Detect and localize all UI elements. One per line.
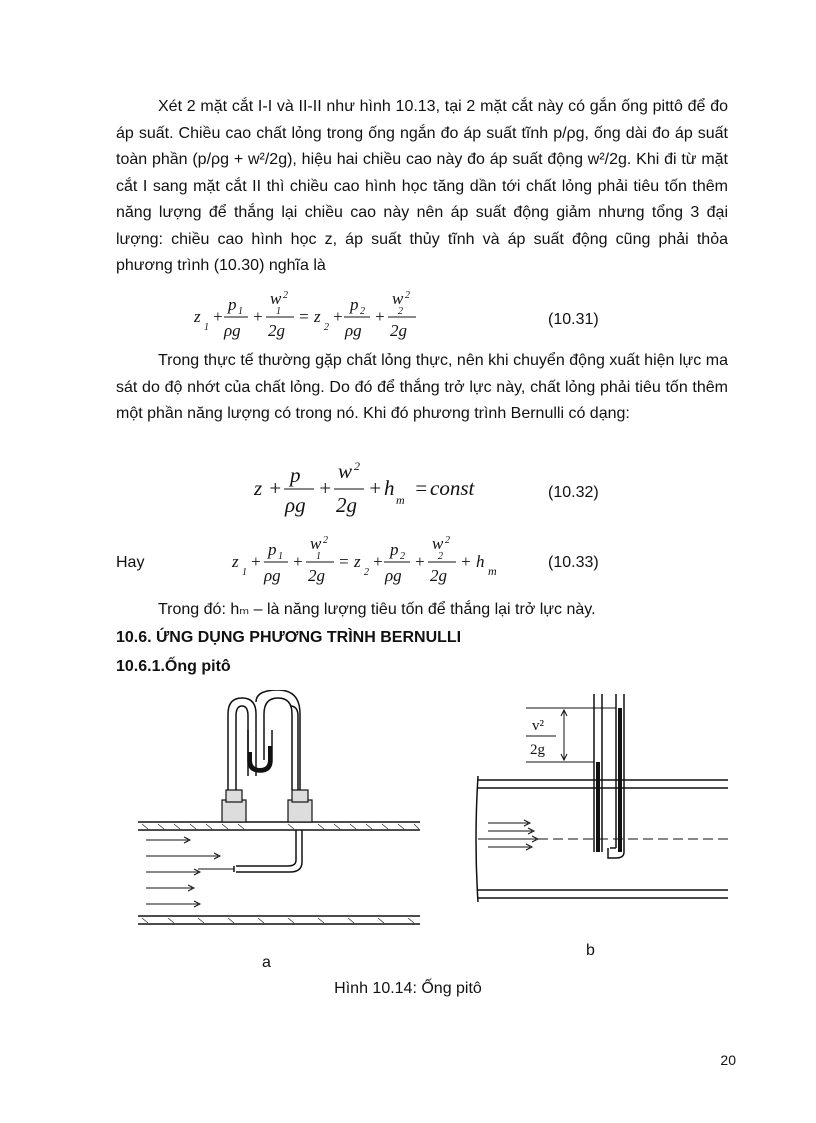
svg-text:1: 1 [316, 551, 321, 562]
svg-text:2: 2 [438, 551, 443, 562]
svg-text:z: z [314, 307, 321, 326]
svg-text:p: p [228, 295, 237, 314]
const-text: const [430, 476, 475, 500]
figure-label-b: b [586, 942, 595, 959]
figure-a-pitot-manometer [138, 690, 420, 942]
svg-text:2: 2 [364, 567, 369, 578]
svg-text:=: = [338, 552, 350, 571]
svg-text:+: + [250, 552, 262, 571]
section-heading: 10.6. ỨNG DỤNG PHƯƠNG TRÌNH BERNULLI [116, 629, 462, 646]
svg-text:=: = [298, 307, 310, 326]
svg-text:2: 2 [398, 306, 403, 317]
svg-text:p: p [268, 540, 277, 559]
figure-caption: Hình 10.14: Ống pitô [334, 980, 482, 997]
svg-text:2: 2 [323, 535, 328, 546]
svg-text:1: 1 [278, 551, 283, 562]
svg-text:ρg: ρg [264, 566, 281, 585]
hay-label: Hay [116, 554, 145, 571]
page-number: 20 [720, 1052, 736, 1068]
svg-text:p: p [350, 295, 359, 314]
svg-text:ρg: ρg [285, 493, 306, 517]
equation-number-10-33: (10.33) [548, 554, 599, 571]
svg-text:2g: 2g [430, 566, 447, 585]
svg-text:=: = [414, 476, 429, 500]
svg-text:2g: 2g [336, 493, 357, 517]
svg-text:2: 2 [400, 551, 405, 562]
paragraph-1: Xét 2 mặt cắt I-I và II-II như hình 10.13, tại 2 mặt cắt này có gắn ống pittô để đo áp suất. Chiều cao chất lỏng trong ống ngắn đo áp suất tĩnh p/ρg, ống dài đo áp suất toàn phần (p/ρg + w²/2g), hiệu hai chiều cao này đo áp suất động w²/2g. Khi đi từ mặt cắt I sang mặt cắt II thì chiều cao hình học tăng dần tới chất lỏng phải tiêu tốn thêm năng lượng để thắng lại chiều cao này nên áp suất động giảm nhưng tổng 3 đại lượng: chiều cao hình học z, áp suất thủy tĩnh và áp suất động cũng phải thỏa phương trình (10.30) nghĩa là [116, 98, 728, 274]
svg-text:2: 2 [354, 460, 360, 473]
svg-text:+: + [268, 476, 283, 500]
svg-text:2: 2 [324, 322, 329, 333]
svg-text:w: w [338, 460, 353, 483]
equation-number-10-32: (10.32) [548, 484, 599, 501]
svg-text:+: + [374, 307, 386, 326]
svg-text:2: 2 [360, 306, 365, 317]
svg-text:2g: 2g [268, 321, 285, 340]
figure-b-pitot-tube [470, 690, 732, 912]
2g-label: 2g [530, 742, 545, 758]
svg-text:z: z [354, 552, 361, 571]
figure-label-a: a [262, 954, 271, 971]
svg-text:+: + [414, 552, 426, 571]
svg-text:ρg: ρg [224, 321, 241, 340]
svg-text:+: + [212, 307, 224, 326]
equation-10-33 [228, 535, 518, 591]
svg-text:z: z [232, 552, 239, 571]
svg-text:w: w [432, 535, 444, 553]
svg-text:2: 2 [405, 290, 410, 301]
svg-text:2g: 2g [308, 566, 325, 585]
svg-text:+: + [460, 552, 472, 571]
equation-10-31 [190, 290, 440, 346]
svg-text:+: + [318, 476, 333, 500]
svg-text:1: 1 [276, 306, 281, 317]
svg-text:ρg: ρg [345, 321, 362, 340]
svg-text:1: 1 [238, 306, 243, 317]
svg-text:h: h [476, 552, 485, 571]
svg-text:ρg: ρg [385, 566, 402, 585]
subsection-heading: 10.6.1.Ống pitô [116, 658, 231, 675]
svg-text:p: p [390, 540, 399, 559]
svg-text:+: + [252, 307, 264, 326]
svg-text:2: 2 [283, 290, 288, 301]
svg-text:m: m [396, 493, 405, 507]
svg-text:1: 1 [242, 567, 247, 578]
equation-10-32 [250, 460, 490, 520]
svg-text:p: p [290, 463, 301, 487]
svg-text:w: w [270, 290, 282, 308]
paragraph-2: Trong thực tế thường gặp chất lỏng thực, nên khi chuyển động xuất hiện lực ma sát do độ nhớt của chất lỏng. Do đó để thắng trở lực này, chất lỏng phải tiêu tốn thêm một phần năng lượng có trong nó. Khi đó phương trình Bernulli có dạng: [116, 352, 728, 422]
svg-text:+: + [292, 552, 304, 571]
svg-text:w: w [310, 535, 322, 553]
svg-text:+: + [372, 552, 384, 571]
svg-text:+: + [332, 307, 344, 326]
svg-text:1: 1 [204, 322, 209, 333]
svg-text:z: z [254, 476, 263, 500]
svg-text:2g: 2g [390, 321, 407, 340]
svg-text:h: h [384, 476, 395, 500]
svg-text:w: w [392, 290, 404, 308]
svg-text:2: 2 [445, 535, 450, 546]
paragraph-3: Trong đó: hₘ – là năng lượng tiêu tốn để thắng lại trở lực này. [158, 601, 596, 618]
equation-number-10-31: (10.31) [548, 311, 599, 328]
svg-text:+: + [368, 476, 383, 500]
svg-text:z: z [194, 307, 201, 326]
svg-text:m: m [488, 564, 497, 578]
v2-label: v² [532, 718, 544, 734]
